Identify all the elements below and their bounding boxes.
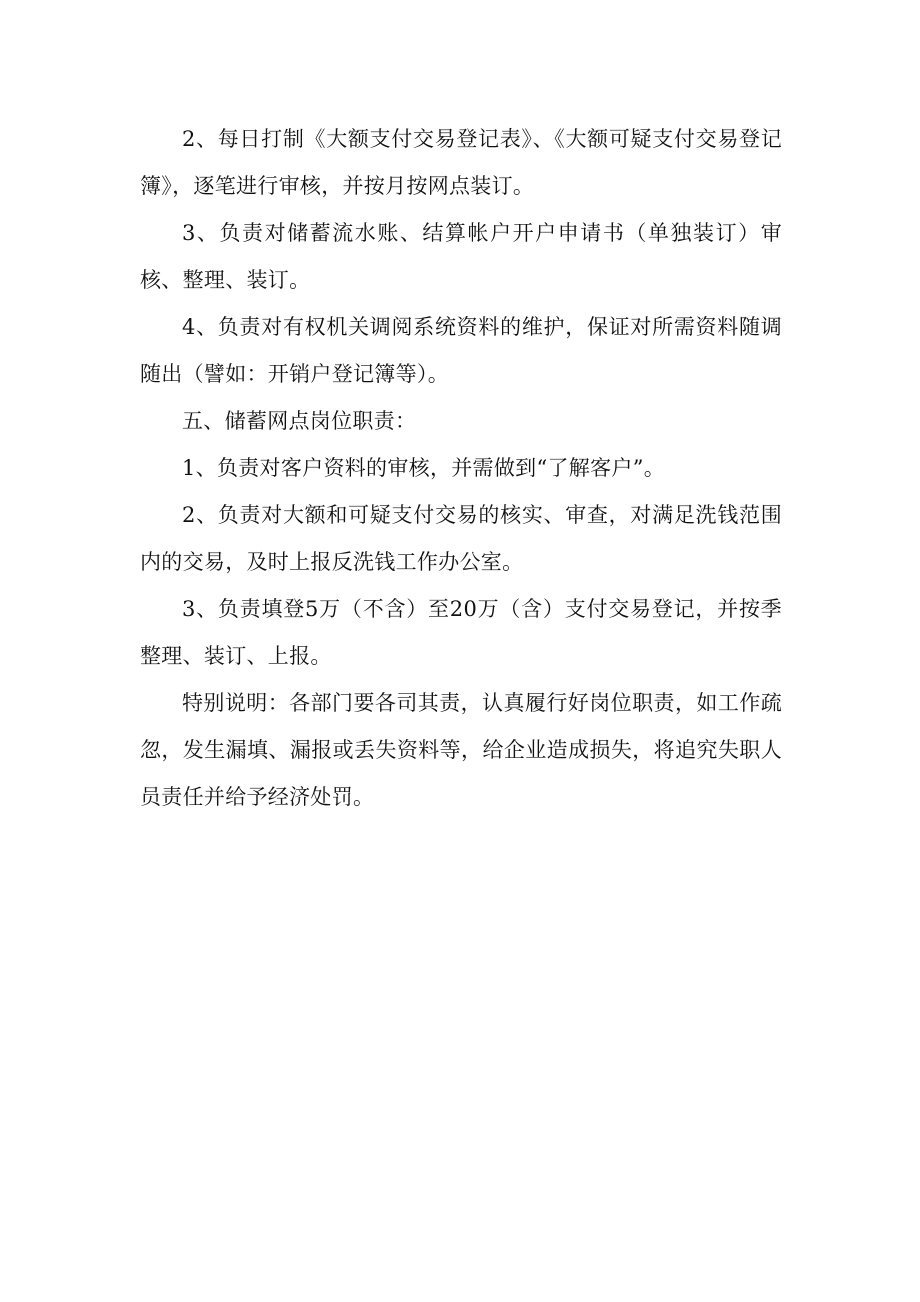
paragraph-item-3-transaction-registration: 3、负责填登5万（不含）至20万（含）支付交易登记，并按季整理、装订、上报。 (140, 597, 782, 668)
paragraph-item-2-daily-register: 2、每日打制《大额支付交易登记表》、《大额可疑支付交易登记簿》，逐笔进行审核，并按月按网点装订。 (140, 127, 782, 198)
section-heading-savings-outlet-duties: 五、储蓄网点岗位职责： (182, 409, 417, 433)
paragraph-item-1-customer-review: 1、负责对客户资料的审核，并需做到“了解客户”。 (182, 456, 666, 480)
paragraph-item-4-data-maintenance: 4、负责对有权机关调阅系统资料的维护，保证对所需资料随调随出（譬如：开销户登记簿等）。 (140, 315, 782, 386)
paragraph-item-3-savings-ledger: 3、负责对储蓄流水账、结算帐户开户申请书（单独装订）审核、整理、装订。 (140, 221, 782, 292)
paragraph-item-2-large-transactions: 2、负责对大额和可疑支付交易的核实、审查，对满足洗钱范围内的交易，及时上报反洗钱工作办公室。 (140, 503, 782, 574)
document-body (140, 116, 782, 821)
special-note-paragraph: 特别说明：各部门要各司其责，认真履行好岗位职责，如工作疏忽，发生漏填、漏报或丢失资料等，给企业造成损失，将追究失职人员责任并给予经济处罚。 (140, 691, 782, 809)
